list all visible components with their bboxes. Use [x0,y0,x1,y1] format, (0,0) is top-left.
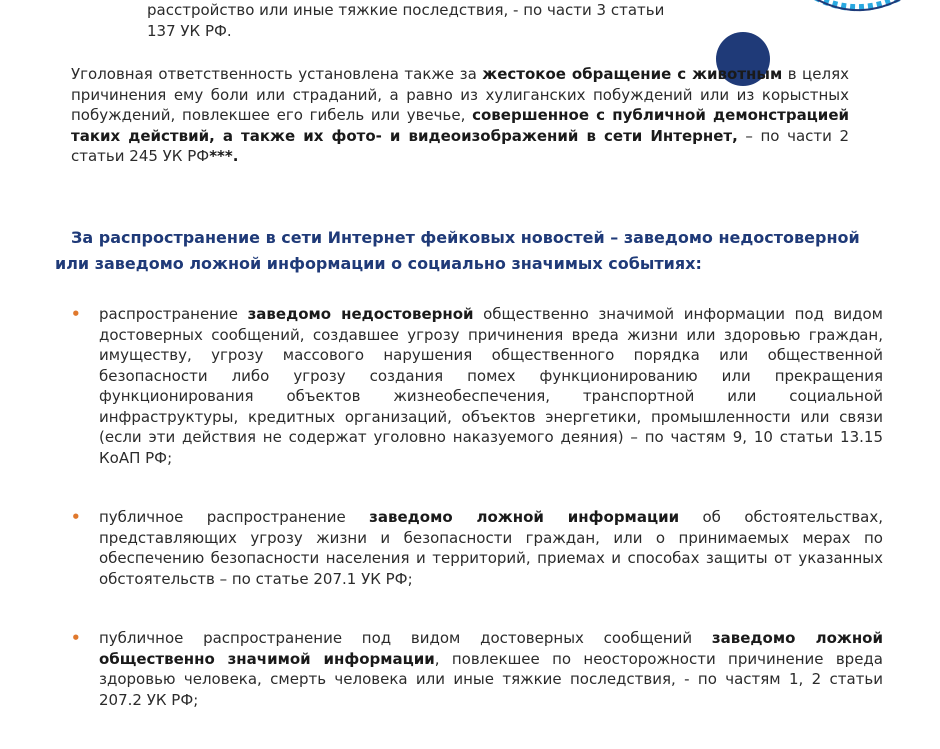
paragraph-emphasis: жестокое обращение с животным [482,65,783,83]
cruelty-paragraph [71,64,849,167]
list-item-text: распространение [99,305,248,323]
paragraph-footnote-mark: ***. [209,147,239,165]
top-fragment-line: расстройство или иные тяжкие последствия, - по части 3 статьи [147,1,665,19]
paragraph-emphasis: совершенное с публичной демонстрацией таких действий, а также их фото- и видеоизображений в сети Интернет, [71,106,849,145]
section-heading-line: или заведомо ложной информации о социально значимых событиях: [55,254,702,273]
list-item-text: , повлекшее по неосторожности причинение вреда здоровью человека, смерть человека или иные тяжкие последствия, - по частям 1, 2 статьи 207.2 УК РФ; [99,649,883,709]
section-heading-line: За распространение в сети Интернет фейковых новостей – заведомо недостоверной [71,228,860,247]
list-item-text: публичное распространение под видом достоверных сообщений [99,629,712,647]
top-fragment [147,0,707,42]
paragraph-text: в целях причинения ему боли или страданий, а равно из хулиганских побуждений или из корыстных побуждений, повлекшее его гибель или увечье, [71,65,849,124]
list-item-text: об обстоятельствах, представляющих угрозу жизни и безопасности граждан, или о принимаемых мерах по обеспечению безопасности населения и территорий, приемах и способах защиты от указанных обстоятельств – по статье 207.1 УК РФ; [99,508,884,588]
paragraph-text: Уголовная ответственность установлена также за [71,65,483,83]
top-fragment-line: 137 УК РФ. [147,22,232,40]
fake-news-list [71,304,884,749]
list-item-text: публичное распространение [99,508,370,526]
decorative-arc-icon [760,0,940,20]
list-item-emphasis: заведомо ложной общественно значимой информации [99,629,884,668]
list-item [71,628,884,710]
section-heading [55,225,895,277]
list-item-emphasis: заведомо недостоверной [247,305,474,323]
bullet-icon: • [71,508,81,526]
bullet-icon: • [71,629,81,647]
paragraph-text: – по части 2 статьи 245 УК РФ [71,126,850,165]
list-item-emphasis: заведомо ложной информации [369,508,680,526]
list-item-text: общественно значимой информации под видом достоверных сообщений, создавшее угрозу причинения вреда жизни или здоровью граждан, имуществу, угрозу массового нарушения общественного порядка или общественной безопасности либо угрозу создания помех функционированию или прекращения функционирования объектов жизнеобеспечения, транспортной или социальной инфраструктуры, кредитных организаций, объектов энергетики, промышленности или связи (если эти действия не содержат уголовно наказуемого деяния) – по частям 9, 10 статьи 13.15 КоАП РФ; [99,305,883,467]
bullet-icon: • [71,305,81,323]
list-item [71,304,883,468]
list-item [71,507,884,589]
